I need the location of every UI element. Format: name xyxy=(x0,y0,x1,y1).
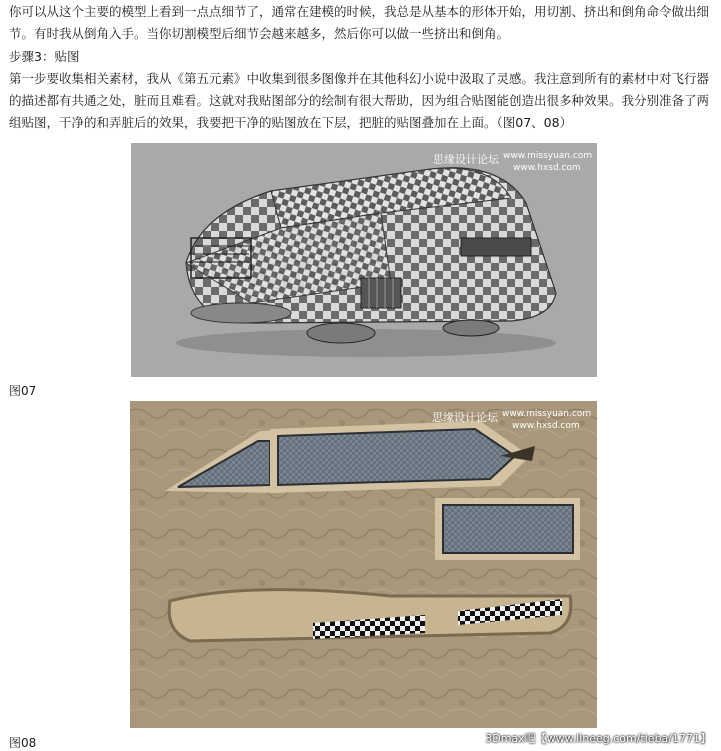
spaceship-model xyxy=(131,143,597,377)
watermark-sub: www.hxsd.com xyxy=(512,421,580,431)
watermark: 思缘设计论坛 xyxy=(432,411,498,424)
figure-08-caption: 图08 xyxy=(9,736,37,750)
watermark: 思缘设计论坛 xyxy=(433,153,499,166)
figure-07-render xyxy=(131,143,597,377)
intro-paragraph: 你可以从这个主要的模型上看到一点点细节了，通常在建模的时候，我总是从基本的形体开始，用切割、挤出和倒角命令做出细节。有时我从倒角入手。当你切割模型后细节会越来越多，然后你可以做一些挤出和倒角。 xyxy=(9,4,710,41)
watermark-site: www.missyuan.com xyxy=(503,151,593,161)
step-heading: 步骤3：贴图 xyxy=(9,49,80,64)
footer-watermark: 3Dmax吧【www.lineeg.com/tieba/1771】 xyxy=(485,732,711,745)
figure-07-caption: 图07 xyxy=(9,384,37,398)
grunge-texture-map xyxy=(130,401,597,728)
watermark-site: www.missyuan.com xyxy=(502,409,592,419)
figure-08-texture xyxy=(130,401,597,728)
watermark-sub: www.hxsd.com xyxy=(513,163,581,173)
step-paragraph: 第一步要收集相关素材，我从《第五元素》中收集到很多图像并在其他科幻小说中汲取了灵感。我注意到所有的素材中对飞行器的描述都有共通之处，脏而且难看。这就对我贴图部分的绘制有很大帮助，因为组合贴图能创造出很多种效果。我分别准备了两组贴图，干净的和弄脏后的效果，我要把干净的贴图放在下层，把脏的贴图叠加在上面。（图07、08） xyxy=(9,71,710,130)
